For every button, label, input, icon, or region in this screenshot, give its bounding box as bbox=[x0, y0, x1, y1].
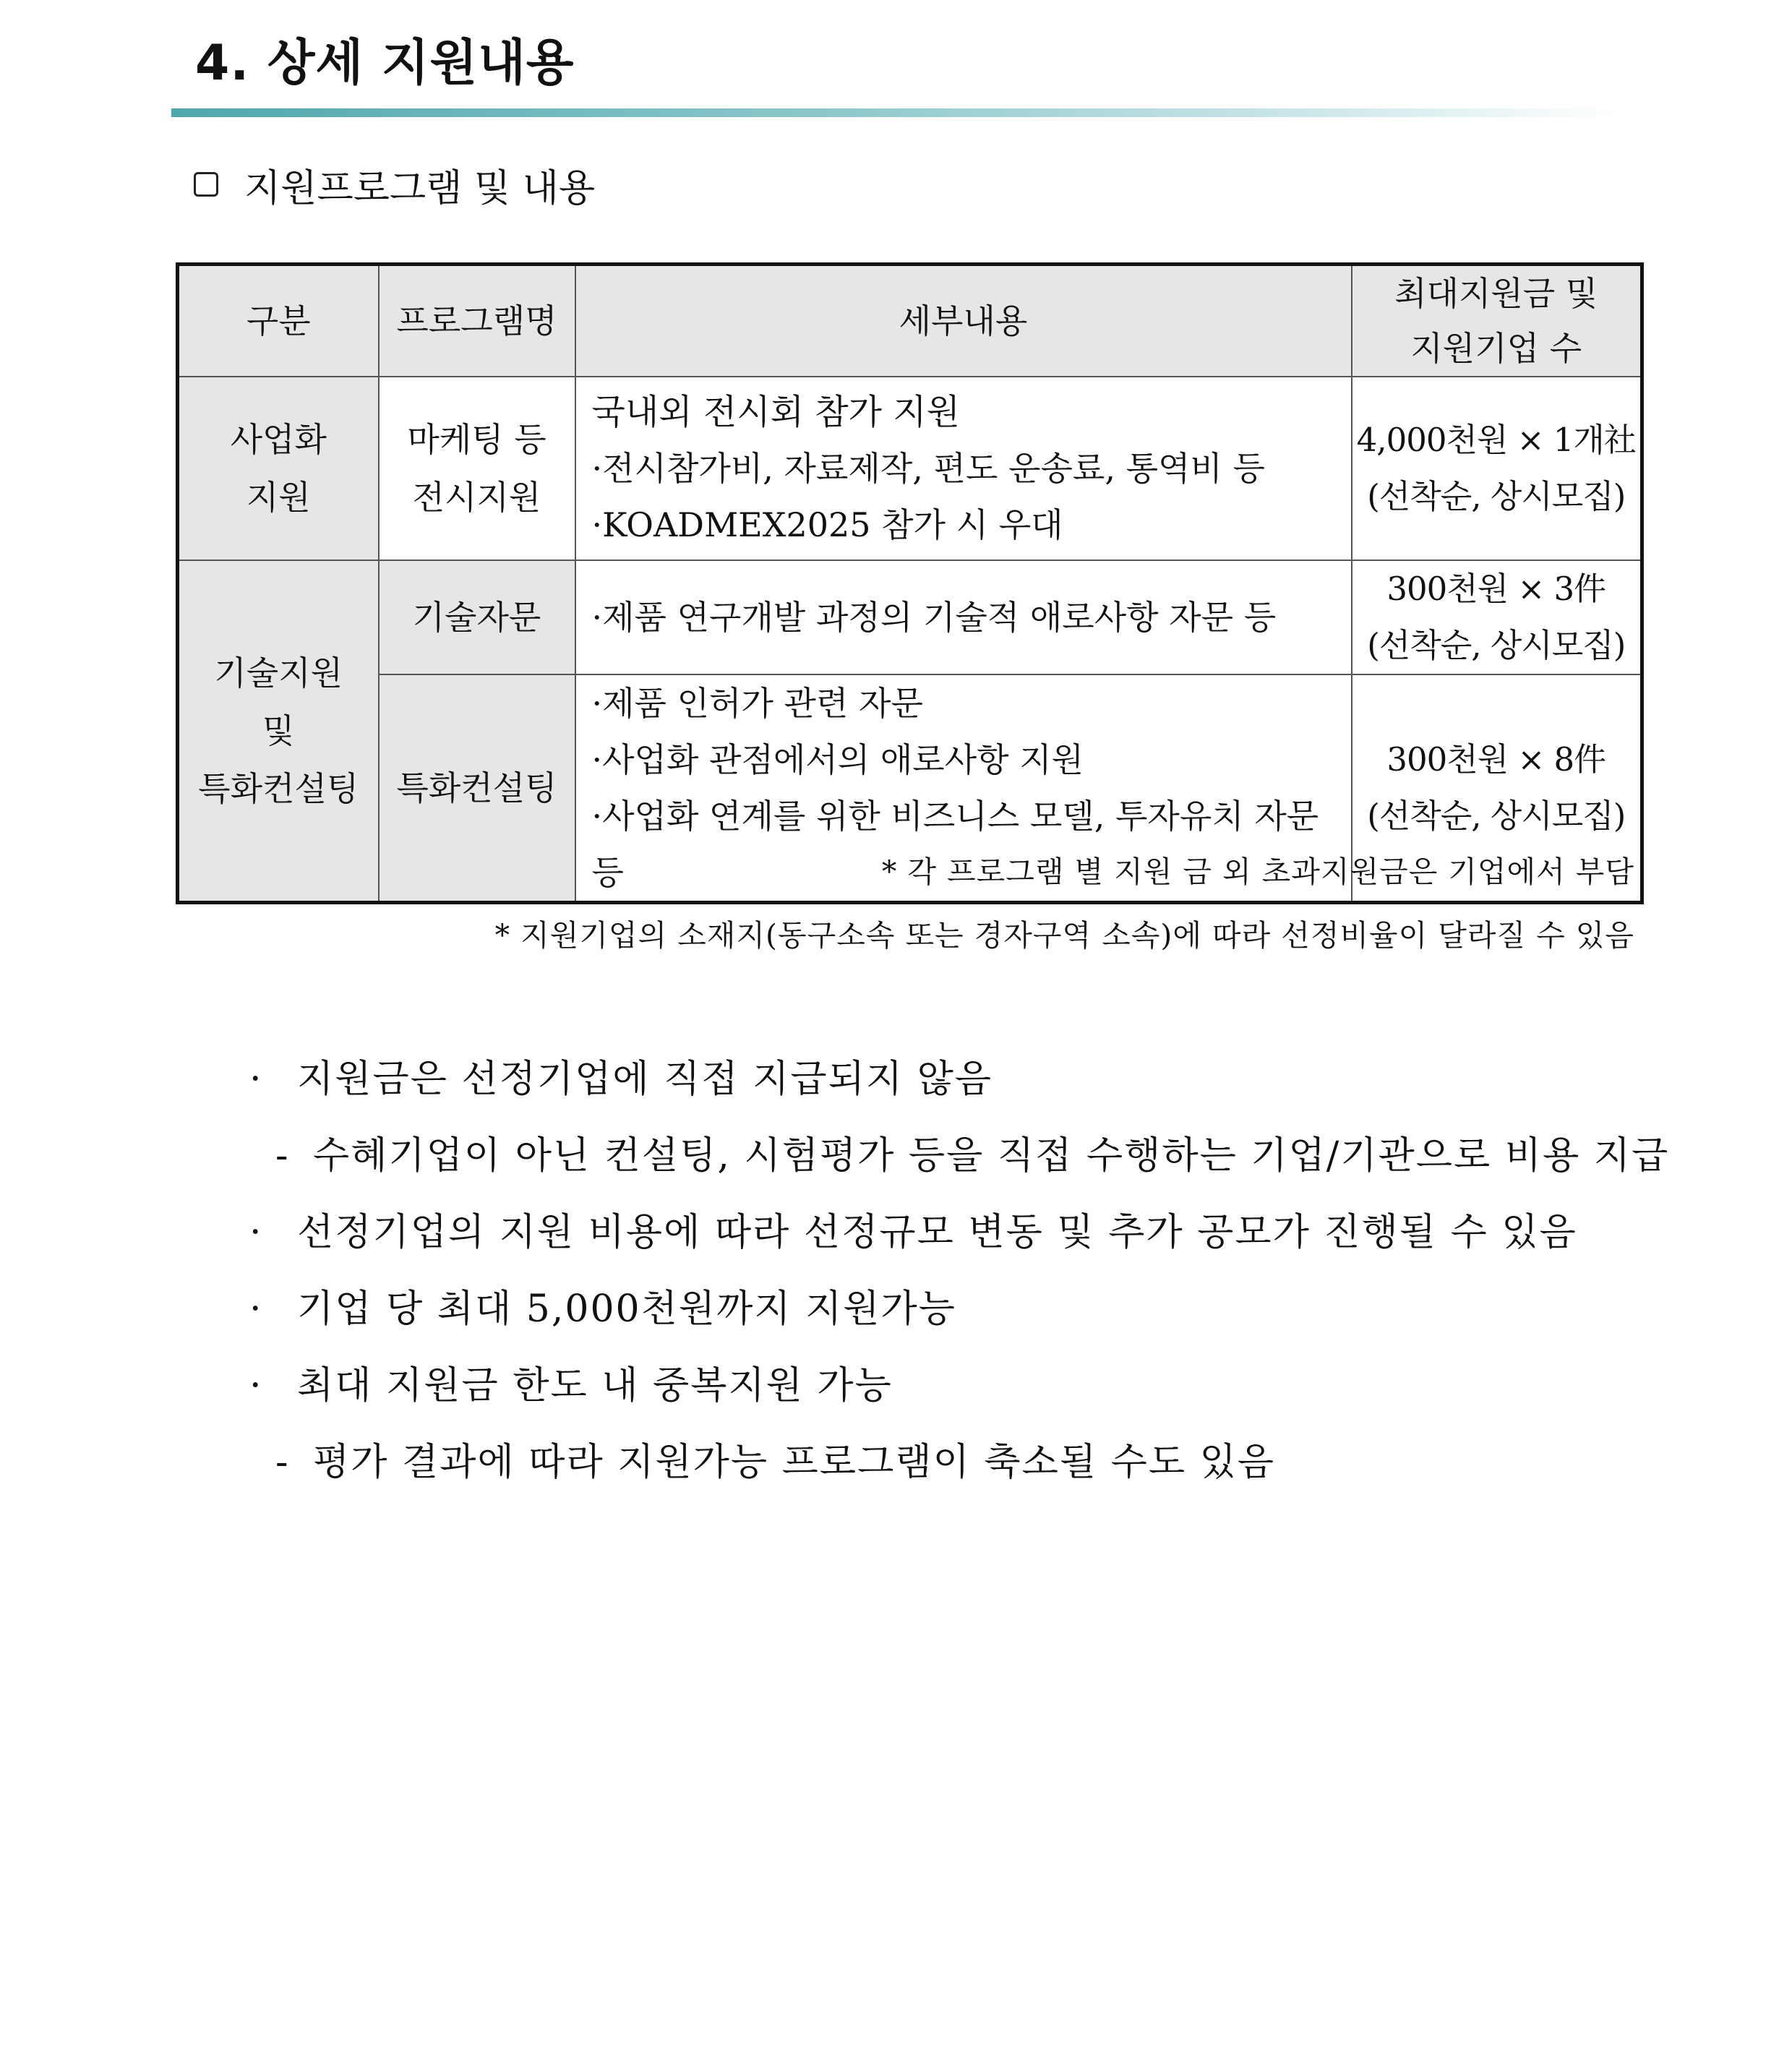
amount-value: 300천원 × 3件 bbox=[1386, 570, 1606, 608]
section-title: 4. 상세 지원내용 bbox=[195, 35, 575, 92]
bullet-mark: · bbox=[249, 1058, 263, 1101]
category-line: 지원 bbox=[246, 478, 311, 517]
list-item bbox=[249, 1271, 1669, 1347]
subsection-label: 지원프로그램 및 내용 bbox=[244, 166, 596, 210]
detail-item: ·사업화 연계를 위한 비즈니스 모델, 투자유치 자문 등 bbox=[591, 797, 1319, 892]
amount-cell bbox=[1352, 560, 1642, 674]
header-category: 구분 bbox=[178, 265, 379, 377]
program-name-line: 특화컨설팅 bbox=[396, 768, 557, 807]
category-line: 특화컨설팅 bbox=[198, 769, 359, 808]
list-item bbox=[249, 1041, 1669, 1118]
header-detail: 세부내용 bbox=[575, 265, 1352, 377]
category-line: 기술지원 bbox=[214, 653, 343, 693]
list-item bbox=[249, 1194, 1669, 1271]
detail-item: ·KOADMEX2025 참가 시 우대 bbox=[591, 505, 1063, 544]
bullet-text: 수혜기업이 아닌 컨설팅, 시험평가 등을 직접 수행하는 기업/기관으로 비용 지급 bbox=[313, 1134, 1670, 1178]
header-program: 프로그램명 bbox=[379, 265, 575, 377]
amount-value: 4,000천원 × 1개社 bbox=[1356, 421, 1636, 459]
program-table bbox=[176, 262, 1644, 904]
amount-condition: (선착순, 상시모집) bbox=[1367, 626, 1626, 664]
program-name-cell bbox=[379, 377, 575, 560]
category-line: 사업화 bbox=[230, 420, 327, 459]
program-name-line: 마케팅 등 bbox=[407, 420, 546, 459]
amount-value: 300천원 × 8件 bbox=[1386, 740, 1606, 779]
bullet-text: 기업 당 최대 5,000천원까지 지원가능 bbox=[297, 1287, 956, 1331]
detail-cell bbox=[575, 377, 1352, 560]
header-amount bbox=[1352, 265, 1642, 377]
bullet-text: 지원금은 선정기업에 직접 지급되지 않음 bbox=[297, 1058, 993, 1101]
table-note: * 각 프로그램 별 지원 금 외 초과지원금은 기업에서 부담 bbox=[881, 854, 1634, 889]
checkbox-icon bbox=[194, 172, 218, 197]
program-name-cell bbox=[379, 674, 575, 903]
bullet-text: 평가 결과에 따라 지원가능 프로그램이 축소될 수도 있음 bbox=[313, 1441, 1276, 1484]
bullet-mark: · bbox=[249, 1364, 263, 1407]
table-header-row bbox=[178, 265, 1642, 377]
bullet-mark: - bbox=[275, 1441, 290, 1484]
title-underline bbox=[171, 108, 1617, 117]
bullet-mark: - bbox=[275, 1134, 290, 1178]
bullet-text: 선정기업의 지원 비용에 따라 선정규모 변동 및 추가 공모가 진행될 수 있음 bbox=[297, 1211, 1577, 1254]
bullet-text: 최대 지원금 한도 내 중복지원 가능 bbox=[297, 1364, 893, 1407]
detail-heading: 국내외 전시회 참가 지원 bbox=[591, 392, 960, 432]
bullet-list bbox=[249, 1041, 1669, 1501]
category-line: 및 bbox=[262, 711, 295, 750]
header-amount-line2: 지원기업 수 bbox=[1410, 329, 1582, 368]
subsection-heading bbox=[194, 159, 595, 210]
program-name-line: 기술자문 bbox=[412, 598, 541, 637]
amount-cell bbox=[1352, 377, 1642, 560]
category-cell bbox=[178, 560, 379, 903]
list-item bbox=[249, 1424, 1669, 1501]
table-row bbox=[178, 377, 1642, 560]
list-item bbox=[249, 1347, 1669, 1424]
program-name-line: 전시지원 bbox=[412, 478, 541, 517]
bullet-mark: · bbox=[249, 1287, 263, 1331]
detail-cell bbox=[575, 560, 1352, 674]
list-item bbox=[249, 1118, 1669, 1194]
detail-item: ·사업화 관점에서의 애로사항 지원 bbox=[591, 740, 1084, 779]
bullet-mark: · bbox=[249, 1211, 263, 1254]
table-note: * 지원기업의 소재지(동구소속 또는 경자구역 소속)에 따라 선정비율이 달라질 수 있음 bbox=[494, 918, 1634, 953]
category-cell bbox=[178, 377, 379, 560]
table-row bbox=[178, 560, 1642, 674]
amount-condition: (선착순, 상시모집) bbox=[1367, 477, 1626, 515]
amount-condition: (선착순, 상시모집) bbox=[1367, 797, 1626, 835]
detail-item: ·제품 인허가 관련 자문 bbox=[591, 684, 923, 723]
header-amount-line1: 최대지원금 및 bbox=[1394, 274, 1598, 313]
program-name-cell bbox=[379, 560, 575, 674]
detail-item: ·제품 연구개발 과정의 기술적 애로사항 자문 등 bbox=[591, 598, 1277, 637]
detail-item: ·전시참가비, 자료제작, 편도 운송료, 통역비 등 bbox=[591, 449, 1265, 488]
